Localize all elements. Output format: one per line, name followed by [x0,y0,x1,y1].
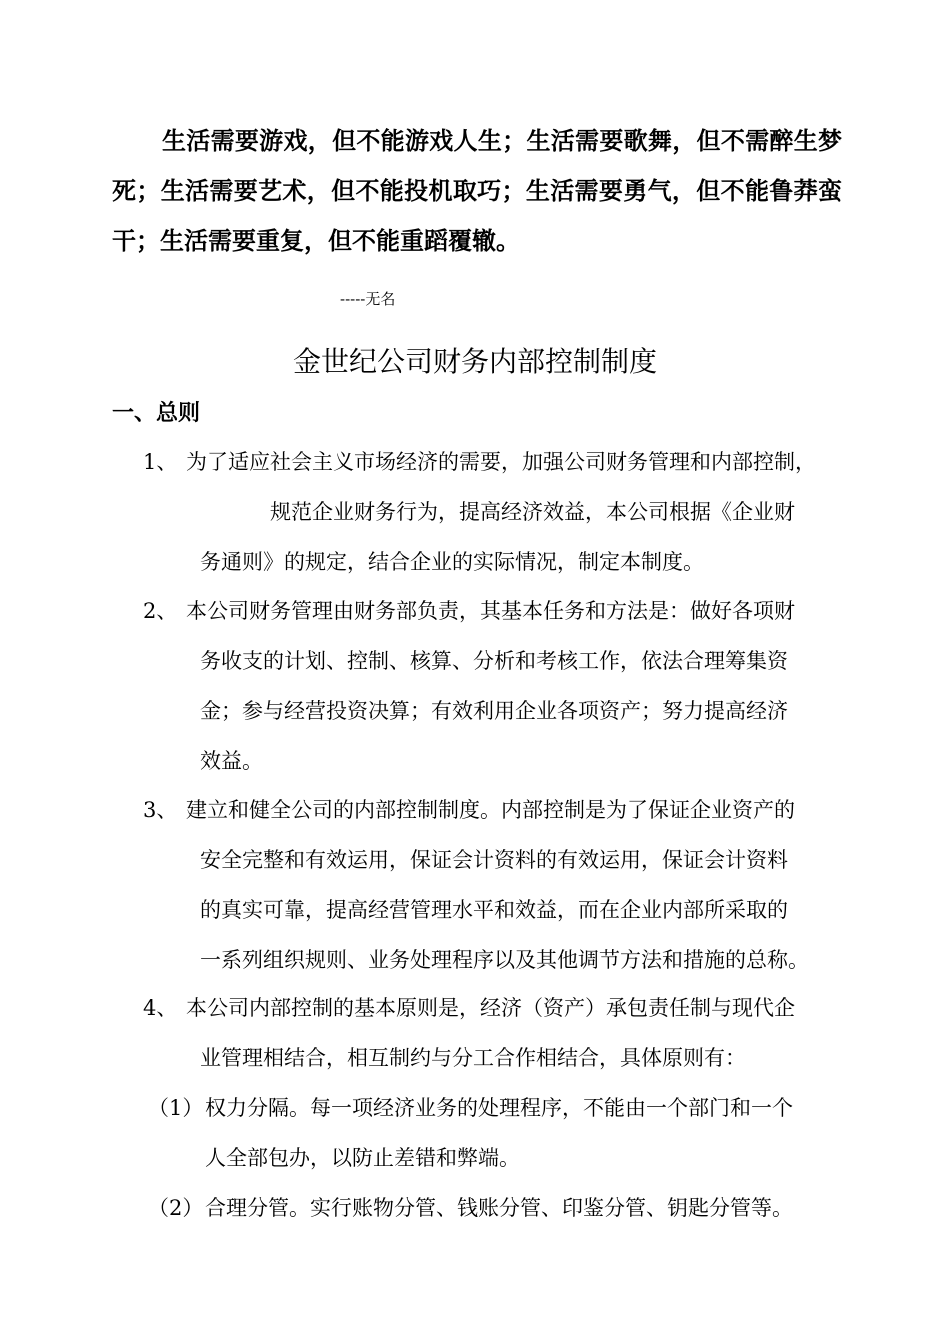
clause-line: 本公司内部控制的基本原则是，经济（资产）承包责任制与现代企 [186,996,795,1020]
clause-line: 本公司财务管理由财务部负责，其基本任务和方法是：做好各项财 [186,599,795,623]
clause-number: 1、 [143,450,178,474]
sub-clause-line: 人全部包办，以防止差错和弊端。 [205,1146,520,1170]
clause-line: 金；参与经营投资决算；有效利用企业各项资产；努力提高经济 [200,699,788,723]
clause-line: 业管理相结合，相互制约与分工合作相结合，具体原则有： [200,1046,746,1070]
clause-4 [0,983,950,1083]
sub-clause-number: （1） [148,1096,204,1120]
clause-line: 务收支的计划、控制、核算、分析和考核工作，依法合理筹集资 [200,649,788,673]
clause-line: 安全完整和有效运用，保证会计资料的有效运用，保证会计资料 [200,848,788,872]
sub-clause-line: 权力分隔。每一项经济业务的处理程序，不能由一个部门和一个 [205,1096,793,1120]
sub-clause-line: 合理分管。实行账物分管、钱账分管、印鉴分管、钥匙分管等。 [205,1196,793,1220]
section-heading: 一、总则 [112,401,201,426]
sub-clause-2 [0,1183,950,1233]
document-title: 金世纪公司财务内部控制制度 [292,345,657,378]
clause-line: 的真实可靠，提高经营管理水平和效益，而在企业内部所采取的 [200,898,788,922]
clause-2 [0,586,950,786]
clause-line: 规范企业财务行为，提高经济效益，本公司根据《企业财 [270,500,795,524]
clause-line: 建立和健全公司的内部控制制度。内部控制是为了保证企业资产的 [186,798,795,822]
clause-line: 务通则》的规定，结合企业的实际情况，制定本制度。 [200,550,704,574]
opening-quote: 生活需要游戏，但不能游戏人生；生活需要歌舞，但不需醉生梦死；生活需要艺术，但不能投机取巧；生活需要勇气，但不能鲁莽蛮干；生活需要重复，但不能重蹈覆辙。 [112,127,842,255]
clause-3 [0,785,950,985]
sub-clause-number: （2） [148,1196,204,1220]
clause-line: 效益。 [200,749,263,773]
sub-clause-1 [0,1083,950,1183]
clause-line: 一系列组织规则、业务处理程序以及其他调节方法和措施的总称。 [200,948,809,972]
clause-1 [0,437,950,587]
clause-line: 为了适应社会主义市场经济的需要，加强公司财务管理和内部控制， [186,450,816,474]
clause-number: 4、 [143,996,178,1020]
clause-number: 3、 [143,798,178,822]
clause-number: 2、 [143,599,178,623]
quote-attribution: -----无名 [340,290,396,308]
